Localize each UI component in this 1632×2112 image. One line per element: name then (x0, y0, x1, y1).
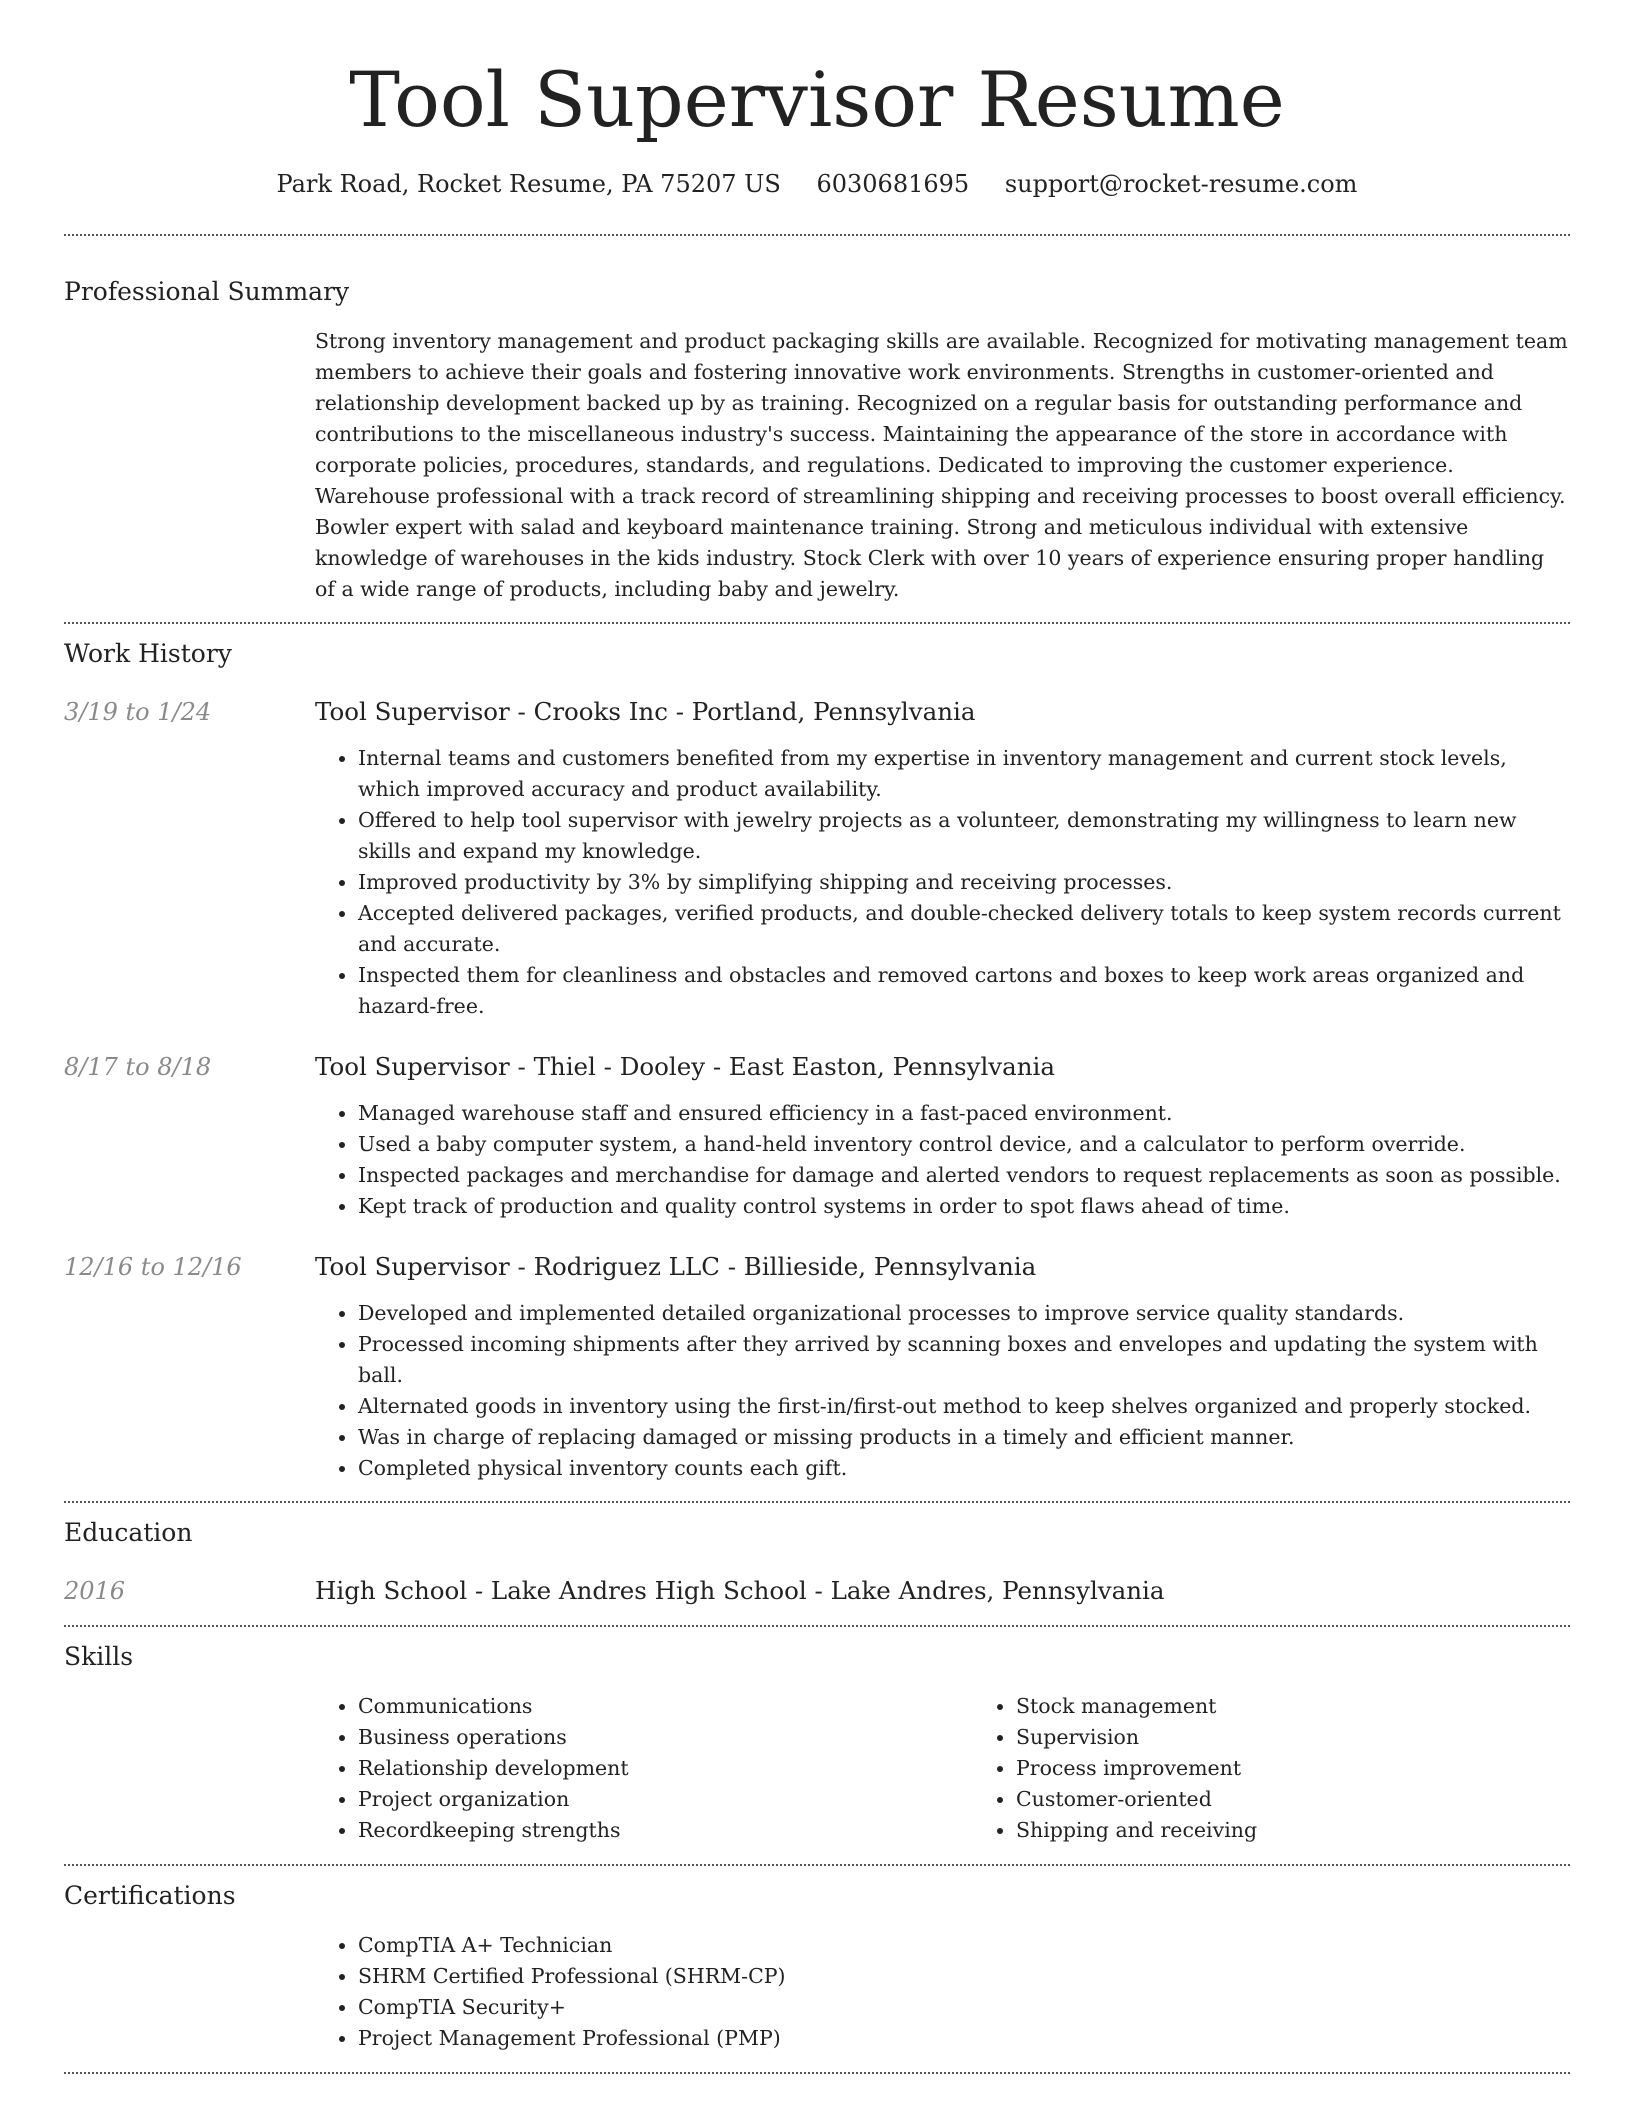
phone-text: 6030681695 (816, 170, 970, 198)
job-bullet: • Inspected them for cleanliness and obstacles and removed cartons and boxes to keep work areas organized and hazard-free. (358, 960, 1570, 1022)
certification-item: • SHRM Certified Professional (SHRM-CP) (358, 1961, 1570, 1992)
education-text: High School - Lake Andres High School - Lake Andres, Pennsylvania (315, 1576, 1165, 1605)
job-entry (64, 1249, 1570, 1484)
certification-item: • CompTIA Security+ (358, 1992, 1570, 2023)
job-bullets (315, 1098, 1570, 1222)
work-history-section (64, 624, 1570, 1484)
skill-item: • Shipping and receiving (1016, 1815, 1257, 1846)
skill-item: • Recordkeeping strengths (358, 1815, 973, 1846)
job-bullets (315, 743, 1570, 1022)
skill-item: • Relationship development (358, 1753, 973, 1784)
job-bullet: • Managed warehouse staff and ensured efficiency in a fast-paced environment. (358, 1098, 1570, 1129)
skill-item: • Process improvement (1016, 1753, 1257, 1784)
skill-item: • Customer-oriented (1016, 1784, 1257, 1815)
job-bullets (315, 1298, 1570, 1484)
skill-item: • Supervision (1016, 1722, 1257, 1753)
section-title-work-history: Work History (64, 639, 232, 668)
divider (64, 2072, 1570, 2074)
education-year: 2016 (64, 1577, 126, 1605)
skill-item: • Project organization (358, 1784, 973, 1815)
job-dates: 12/16 to 12/16 (64, 1253, 242, 1281)
job-bullet: • Inspected packages and merchandise for damage and alerted vendors to request replacements as soon as possible. (358, 1160, 1570, 1191)
job-bullet: • Processed incoming shipments after they arrived by scanning boxes and envelopes and updating the system with ball. (358, 1329, 1570, 1391)
certification-item: • Project Management Professional (PMP) (358, 2023, 1570, 2054)
section-title-education: Education (64, 1518, 193, 1547)
job-bullet: • Accepted delivered packages, verified products, and double-checked delivery totals to keep system records current and accurate. (358, 898, 1570, 960)
skill-item: • Stock management (1016, 1691, 1257, 1722)
education-section (64, 1503, 1570, 1609)
job-bullet: • Was in charge of replacing damaged or missing products in a timely and efficient manner. (358, 1422, 1570, 1453)
contact-line (64, 166, 1570, 202)
job-bullet: • Completed physical inventory counts each gift. (358, 1453, 1570, 1484)
address-text: Park Road, Rocket Resume, PA 75207 US (276, 170, 781, 198)
section-title-certifications: Certifications (64, 1881, 236, 1910)
skill-item: • Business operations (358, 1722, 973, 1753)
summary-text: Strong inventory management and product packaging skills are available. Recognized for motivating management team members to achieve their goals and fostering innovative work environments. Strengths in customer-oriented and relationship development backed up by as training. Recognized on a regular basis for outstanding performance and contributions to the miscellaneous industry's success. Maintaining the appearance of the store in accordance with corporate policies, procedures, standards, and regulations. Dedicated to improving the customer experience. Warehouse professional with a track record of streamlining shipping and receiving processes to boost overall efficiency. Bowler expert with salad and keyboard maintenance training. Strong and meticulous individual with extensive knowledge of warehouses in the kids industry. Stock Clerk with over 10 years of experience ensuring proper handling of a wide range of products, including baby and jewelry. (315, 329, 1568, 601)
resume-title: Tool Supervisor Resume (349, 55, 1285, 144)
certifications-section (64, 1866, 1570, 2054)
education-entry (64, 1573, 1570, 1609)
skills-list-right (973, 1691, 1257, 1846)
skills-section (64, 1627, 1570, 1846)
email-text: support@rocket-resume.com (1004, 170, 1358, 198)
skills-list-left (315, 1691, 973, 1846)
certification-item: • CompTIA A+ Technician (358, 1930, 1570, 1961)
job-bullet: • Alternated goods in inventory using the first-in/first-out method to keep shelves organized and properly stocked. (358, 1391, 1570, 1422)
job-dates: 3/19 to 1/24 (64, 698, 212, 726)
section-title-skills: Skills (64, 1642, 134, 1671)
job-bullet: • Improved productivity by 3% by simplifying shipping and receiving processes. (358, 867, 1570, 898)
job-title: Tool Supervisor - Crooks Inc - Portland, Pennsylvania (315, 697, 976, 726)
job-bullet: • Used a baby computer system, a hand-held inventory control device, and a calculator to perform override. (358, 1129, 1570, 1160)
job-bullet: • Offered to help tool supervisor with jewelry projects as a volunteer, demonstrating my willingness to learn new skills and expand my knowledge. (358, 805, 1570, 867)
job-entry (64, 694, 1570, 1022)
job-title: Tool Supervisor - Rodriguez LLC - Billieside, Pennsylvania (315, 1252, 1037, 1281)
job-bullet: • Developed and implemented detailed organizational processes to improve service quality standards. (358, 1298, 1570, 1329)
skill-item: • Communications (358, 1691, 973, 1722)
job-title: Tool Supervisor - Thiel - Dooley - East Easton, Pennsylvania (315, 1052, 1055, 1081)
certifications-list (315, 1930, 1570, 2054)
job-bullet: • Kept track of production and quality control systems in order to spot flaws ahead of time. (358, 1191, 1570, 1222)
job-entry (64, 1049, 1570, 1222)
job-bullet: • Internal teams and customers benefited from my expertise in inventory management and current stock levels, which improved accuracy and product availability. (358, 743, 1570, 805)
job-dates: 8/17 to 8/18 (64, 1053, 212, 1081)
resume-page (64, 0, 1570, 2074)
section-title-summary: Professional Summary (64, 277, 350, 306)
summary-section (64, 236, 1570, 605)
